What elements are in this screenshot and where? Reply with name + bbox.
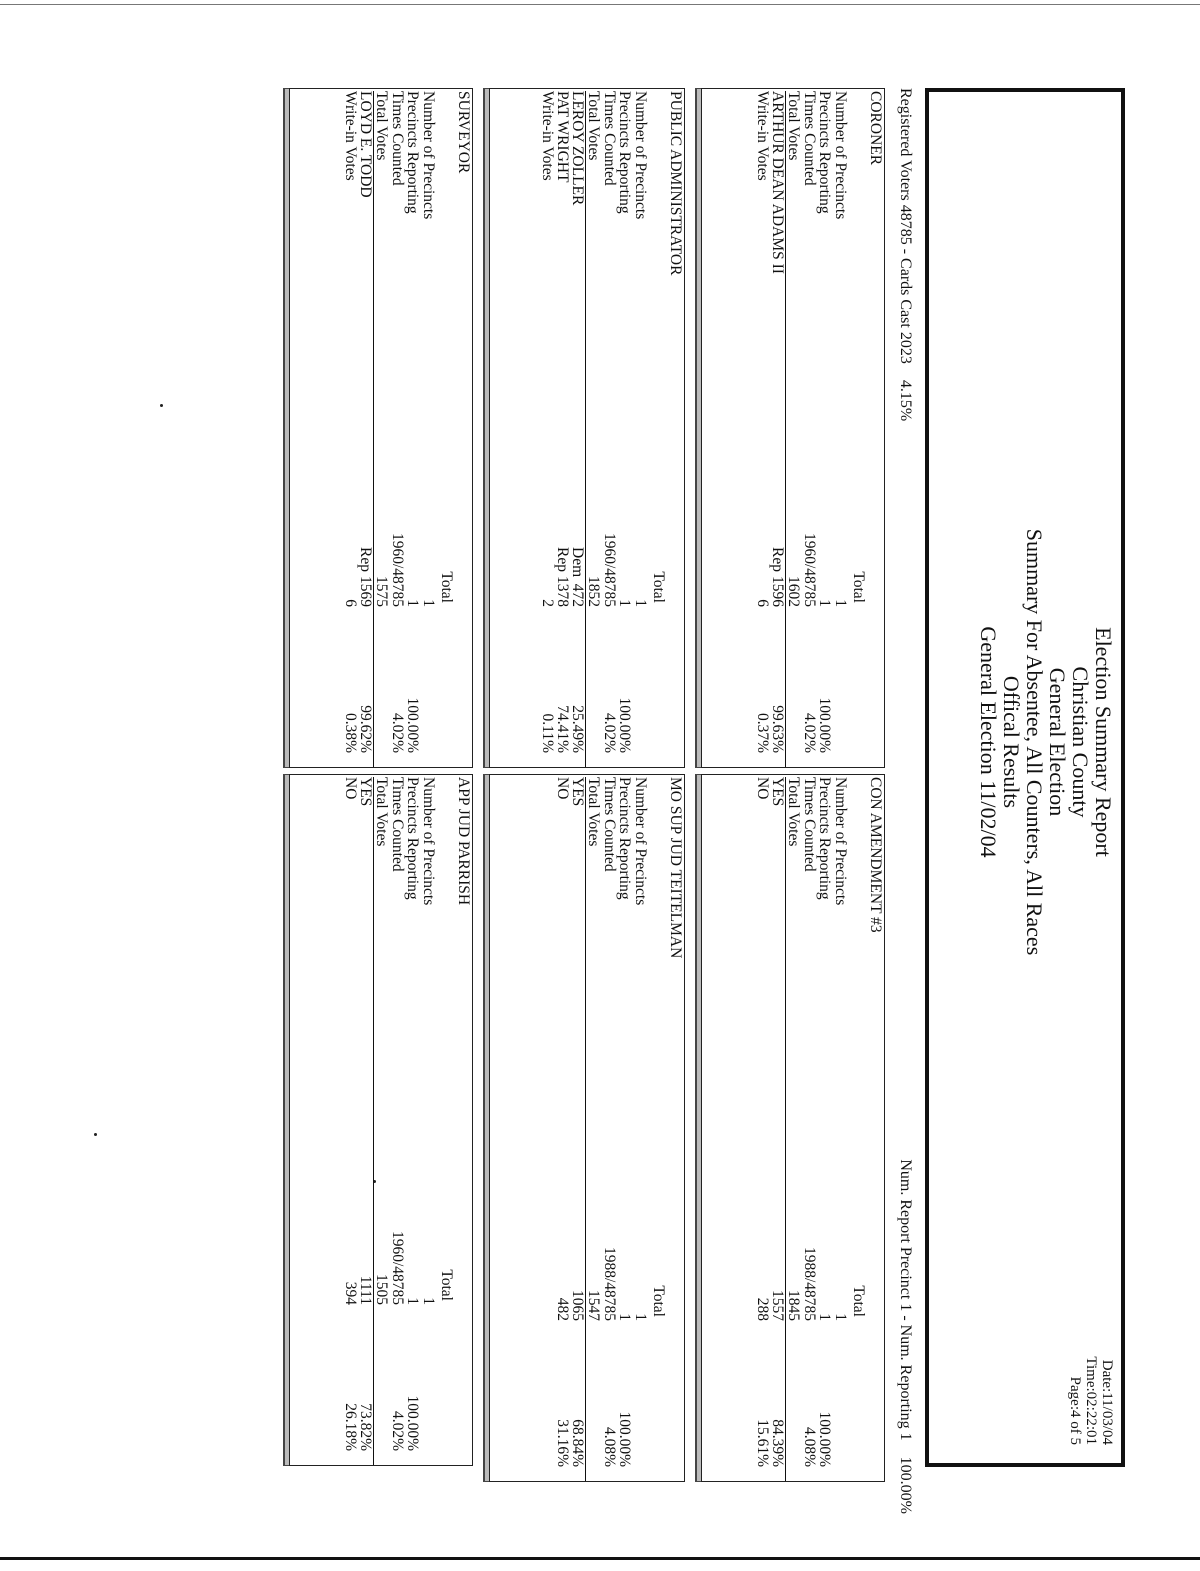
report-time: Time:02:22:01 bbox=[1083, 1356, 1099, 1445]
vote-percent: 74.41% bbox=[554, 705, 572, 753]
vote-percent: 0.38% bbox=[342, 712, 360, 753]
vote-percent: 100.00% bbox=[816, 697, 834, 753]
row-label: Precincts Reporting bbox=[616, 91, 634, 214]
vote-value: 1845 bbox=[785, 1290, 803, 1321]
vote-value: 1960/48785 bbox=[389, 1230, 406, 1305]
vote-value: 1 bbox=[816, 1313, 834, 1321]
row-label: Number of Precincts bbox=[420, 777, 437, 906]
vote-percent: 4.02% bbox=[601, 712, 618, 753]
row-label: ARTHUR DEAN ADAMS II bbox=[769, 91, 786, 274]
scan-top-edge bbox=[0, 4, 1200, 5]
vote-value: 1 bbox=[404, 599, 422, 607]
race-row bbox=[586, 777, 602, 1481]
precinct-reporting-line: Num. Report Precinct 1 - Num. Reporting 1 100.00% bbox=[897, 1159, 914, 1514]
vote-value: 1960/48785 bbox=[601, 532, 618, 607]
vote-percent: 4.08% bbox=[601, 1426, 618, 1467]
vote-value: 2 bbox=[539, 599, 556, 607]
row-label: Times Counted bbox=[389, 777, 406, 872]
summary-scope: Summary For Absentee, All Counters, All Races bbox=[1022, 528, 1047, 956]
race-row bbox=[786, 777, 802, 1481]
race-title: SURVEYOR bbox=[455, 91, 472, 174]
race-title: MO SUP JUD TEITELMAN bbox=[667, 777, 684, 959]
vote-percent: 4.02% bbox=[801, 712, 818, 753]
vote-value: 1547 bbox=[585, 1290, 603, 1321]
vote-value: 1602 bbox=[785, 576, 803, 607]
race-row bbox=[801, 777, 817, 1481]
vote-percent: 73.82% bbox=[357, 1403, 374, 1451]
row-label: Write-in Votes bbox=[754, 91, 772, 181]
vote-value: 1960/48785 bbox=[801, 532, 818, 607]
race-row bbox=[405, 777, 421, 1465]
rotated-report-page bbox=[205, 88, 1125, 1548]
race-title: CON AMENDMENT #3 bbox=[867, 777, 884, 933]
scan-speck bbox=[160, 404, 163, 407]
vote-percent: 4.08% bbox=[801, 1426, 818, 1467]
race-row bbox=[389, 91, 405, 767]
vote-value: 288 bbox=[754, 1297, 772, 1321]
vote-value: 1557 bbox=[769, 1290, 786, 1321]
race-row bbox=[755, 91, 771, 767]
county-name: Christian County bbox=[1068, 666, 1093, 818]
vote-value: 6 bbox=[342, 599, 360, 607]
vote-percent: 100.00% bbox=[616, 697, 634, 753]
row-label: LOYD E. TODD bbox=[357, 91, 374, 198]
vote-percent: 26.18% bbox=[342, 1403, 360, 1451]
race-row bbox=[539, 91, 555, 767]
race-row bbox=[786, 91, 802, 767]
race-row bbox=[817, 777, 833, 1481]
row-label: Times Counted bbox=[389, 91, 406, 186]
vote-value: 1 bbox=[420, 1297, 437, 1305]
race-panel-public-administrator bbox=[489, 88, 685, 768]
race-row bbox=[569, 777, 586, 1481]
vote-percent: 99.62% bbox=[357, 705, 374, 753]
results-status: Offical Results bbox=[999, 675, 1024, 809]
race-row bbox=[569, 91, 586, 767]
race-row bbox=[632, 91, 648, 767]
race-row bbox=[586, 91, 602, 767]
vote-percent: 0.11% bbox=[539, 713, 556, 753]
report-title: Election Summary Report bbox=[1091, 627, 1116, 857]
vote-value: 1 bbox=[616, 1313, 634, 1321]
vote-percent: 4.02% bbox=[389, 1410, 406, 1451]
race-row bbox=[769, 777, 786, 1481]
vote-value: 1 bbox=[632, 599, 649, 607]
race-panel-coroner bbox=[701, 88, 885, 768]
race-title: CORONER bbox=[867, 91, 884, 166]
row-label: NO bbox=[554, 777, 572, 800]
vote-value: 1569 bbox=[357, 576, 374, 607]
row-label: Times Counted bbox=[601, 777, 618, 872]
row-label: Total Votes bbox=[585, 777, 603, 847]
vote-percent: 100.00% bbox=[404, 1395, 422, 1451]
vote-percent: 25.49% bbox=[569, 705, 586, 753]
race-row bbox=[374, 91, 390, 767]
party-label: Rep bbox=[357, 547, 374, 572]
race-row bbox=[832, 91, 848, 767]
party-label: Rep bbox=[554, 547, 572, 572]
race-title: PUBLIC ADMINISTRATOR bbox=[667, 91, 684, 276]
row-label: PAT WRIGHT bbox=[554, 91, 572, 183]
vote-percent: 15.61% bbox=[754, 1419, 772, 1467]
vote-value: 1378 bbox=[554, 576, 572, 607]
party-label: Rep bbox=[769, 547, 786, 572]
vote-value: 1988/48785 bbox=[601, 1246, 618, 1321]
vote-percent: 0.37% bbox=[754, 712, 772, 753]
total-column-header: Total bbox=[438, 571, 455, 603]
row-label: Total Votes bbox=[373, 91, 391, 161]
row-label: Times Counted bbox=[801, 91, 818, 186]
race-title: APP JUD PARRISH bbox=[455, 777, 472, 906]
total-column-header: Total bbox=[438, 1269, 455, 1301]
election-date: General Election 11/02/04 bbox=[976, 626, 1001, 858]
row-label: Total Votes bbox=[585, 91, 603, 161]
race-row bbox=[389, 777, 405, 1465]
row-label: Precincts Reporting bbox=[816, 91, 834, 214]
race-row bbox=[769, 91, 786, 767]
election-name: General Election bbox=[1045, 667, 1070, 817]
row-label: Write-in Votes bbox=[342, 91, 360, 181]
race-row bbox=[832, 777, 848, 1481]
vote-value: 1111 bbox=[357, 1275, 374, 1305]
vote-value: 1 bbox=[404, 1297, 422, 1305]
party-label: Dem bbox=[569, 547, 586, 578]
report-date: Date:11/03/04 bbox=[1099, 1359, 1115, 1445]
race-panel-app-jud-parrish bbox=[289, 774, 473, 1466]
row-label: Total Votes bbox=[373, 777, 391, 847]
total-column-header: Total bbox=[850, 571, 867, 603]
vote-value: 1575 bbox=[373, 576, 391, 607]
vote-value: 1065 bbox=[569, 1290, 586, 1321]
row-label: NO bbox=[754, 777, 772, 800]
vote-percent: 31.16% bbox=[554, 1419, 572, 1467]
vote-value: 1 bbox=[816, 599, 834, 607]
race-row bbox=[601, 91, 617, 767]
vote-percent: 4.02% bbox=[389, 712, 406, 753]
race-row bbox=[357, 91, 374, 767]
race-row bbox=[420, 91, 436, 767]
row-label: Precincts Reporting bbox=[404, 777, 422, 900]
row-label: Number of Precincts bbox=[832, 91, 849, 220]
report-page: Page:4 of 5 bbox=[1067, 1376, 1083, 1445]
vote-value: 394 bbox=[342, 1281, 360, 1305]
race-row bbox=[632, 777, 648, 1481]
race-row bbox=[555, 777, 571, 1481]
race-row bbox=[555, 91, 571, 767]
registered-voters-line: Registered Voters 48785 - Cards Cast 2023 4.15% bbox=[897, 88, 914, 422]
vote-percent: 99.63% bbox=[769, 705, 786, 753]
race-row bbox=[357, 777, 374, 1465]
row-label: Number of Precincts bbox=[632, 777, 649, 906]
vote-value: 1 bbox=[832, 1313, 849, 1321]
race-row bbox=[343, 91, 359, 767]
race-panel-con-amendment-3 bbox=[701, 774, 885, 1482]
race-row bbox=[343, 777, 359, 1465]
vote-value: 1960/48785 bbox=[389, 532, 406, 607]
vote-value: 1988/48785 bbox=[801, 1246, 818, 1321]
row-label: Number of Precincts bbox=[420, 91, 437, 220]
vote-value: 1852 bbox=[585, 576, 603, 607]
row-label: LEROY ZOLLER bbox=[569, 91, 586, 206]
row-label: Precincts Reporting bbox=[816, 777, 834, 900]
scan-speck bbox=[94, 1133, 97, 1136]
total-column-header: Total bbox=[650, 571, 667, 603]
row-label: Precincts Reporting bbox=[616, 777, 634, 900]
row-label: Total Votes bbox=[785, 777, 803, 847]
race-row bbox=[617, 777, 633, 1481]
race-row bbox=[817, 91, 833, 767]
vote-value: 472 bbox=[569, 583, 586, 607]
race-panel-surveyor bbox=[289, 88, 473, 768]
row-label: Number of Precincts bbox=[832, 777, 849, 906]
scan-bottom-edge bbox=[0, 1557, 1200, 1560]
race-panel-mo-sup-jud-teitelman bbox=[489, 774, 685, 1482]
vote-percent: 84.39% bbox=[769, 1419, 786, 1467]
vote-value: 1 bbox=[632, 1313, 649, 1321]
report-title-block bbox=[977, 342, 1115, 1142]
row-label: Number of Precincts bbox=[632, 91, 649, 220]
race-row bbox=[374, 777, 390, 1465]
row-label: Total Votes bbox=[785, 91, 803, 161]
vote-percent: 100.00% bbox=[404, 697, 422, 753]
vote-value: 1 bbox=[616, 599, 634, 607]
vote-value: 482 bbox=[554, 1297, 572, 1321]
report-meta bbox=[1067, 1356, 1115, 1445]
row-label: Precincts Reporting bbox=[404, 91, 422, 214]
race-row bbox=[601, 777, 617, 1481]
race-row bbox=[420, 777, 436, 1465]
vote-percent: 68.84% bbox=[569, 1419, 586, 1467]
vote-value: 1505 bbox=[373, 1274, 391, 1305]
row-label: YES bbox=[357, 777, 374, 807]
race-row bbox=[617, 91, 633, 767]
vote-value: 1 bbox=[832, 599, 849, 607]
row-label: YES bbox=[769, 777, 786, 807]
vote-percent: 100.00% bbox=[816, 1411, 834, 1467]
vote-value: 1 bbox=[420, 599, 437, 607]
row-label: Write-in Votes bbox=[539, 91, 556, 181]
race-row bbox=[755, 777, 771, 1481]
race-row bbox=[405, 91, 421, 767]
row-label: NO bbox=[342, 777, 360, 800]
row-label: YES bbox=[569, 777, 586, 807]
vote-percent: 100.00% bbox=[616, 1411, 634, 1467]
total-column-header: Total bbox=[650, 1285, 667, 1317]
vote-value: 1596 bbox=[769, 576, 786, 607]
row-label: Times Counted bbox=[601, 91, 618, 186]
report-header bbox=[925, 88, 1125, 1467]
total-column-header: Total bbox=[850, 1285, 867, 1317]
row-label: Times Counted bbox=[801, 777, 818, 872]
race-row bbox=[801, 91, 817, 767]
vote-value: 6 bbox=[754, 599, 772, 607]
